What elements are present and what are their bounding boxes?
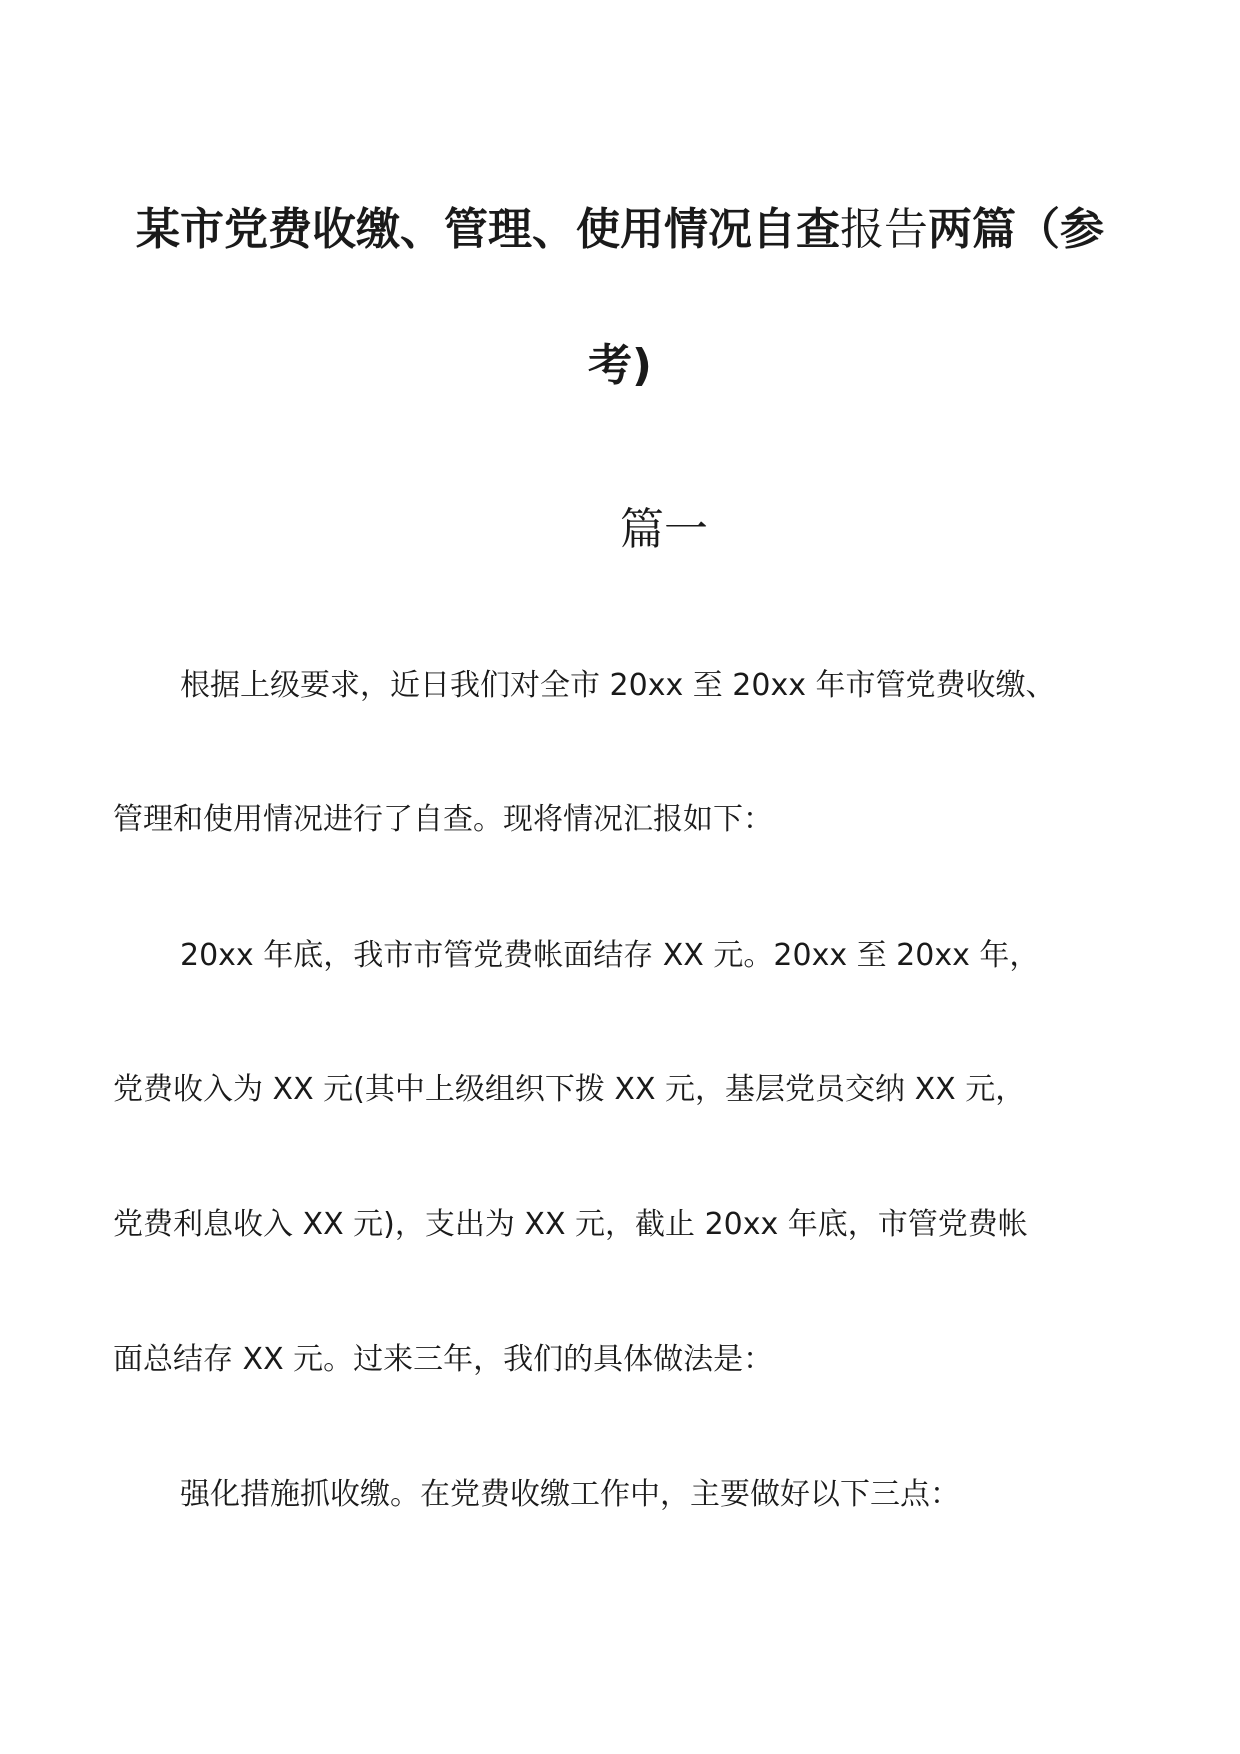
- title-text-bold-2: 两篇（参: [928, 204, 1104, 255]
- paragraph-2-line-3: 党费利息收入 XX 元)，支出为 XX 元，截止 20xx 年底，市管党费帐: [113, 1207, 1028, 1242]
- section-heading: 篇一: [620, 504, 708, 555]
- paragraph-3-line-1: 强化措施抓收缴。在党费收缴工作中，主要做好以下三点：: [180, 1477, 960, 1512]
- paragraph-2-line-2: 党费收入为 XX 元(其中上级组织下拨 XX 元，基层党员交纳 XX 元，: [113, 1072, 1026, 1107]
- title-text-bold-1: 某市党费收缴、管理、使用情况自查: [136, 204, 840, 255]
- paragraph-1-line-2: 管理和使用情况进行了自查。现将情况汇报如下：: [113, 802, 773, 837]
- paragraph-2-line-1: 20xx 年底，我市市管党费帐面结存 XX 元。20xx 至 20xx 年，: [180, 938, 1040, 973]
- document-title-line-2: 考): [587, 340, 653, 391]
- document-title-line-1: [0, 200, 1240, 260]
- title-text-regular: 报告: [840, 204, 928, 255]
- paragraph-2-line-4: 面总结存 XX 元。过来三年，我们的具体做法是：: [113, 1342, 774, 1377]
- paragraph-1-line-1: 根据上级要求，近日我们对全市 20xx 至 20xx 年市管党费收缴、: [180, 668, 1056, 703]
